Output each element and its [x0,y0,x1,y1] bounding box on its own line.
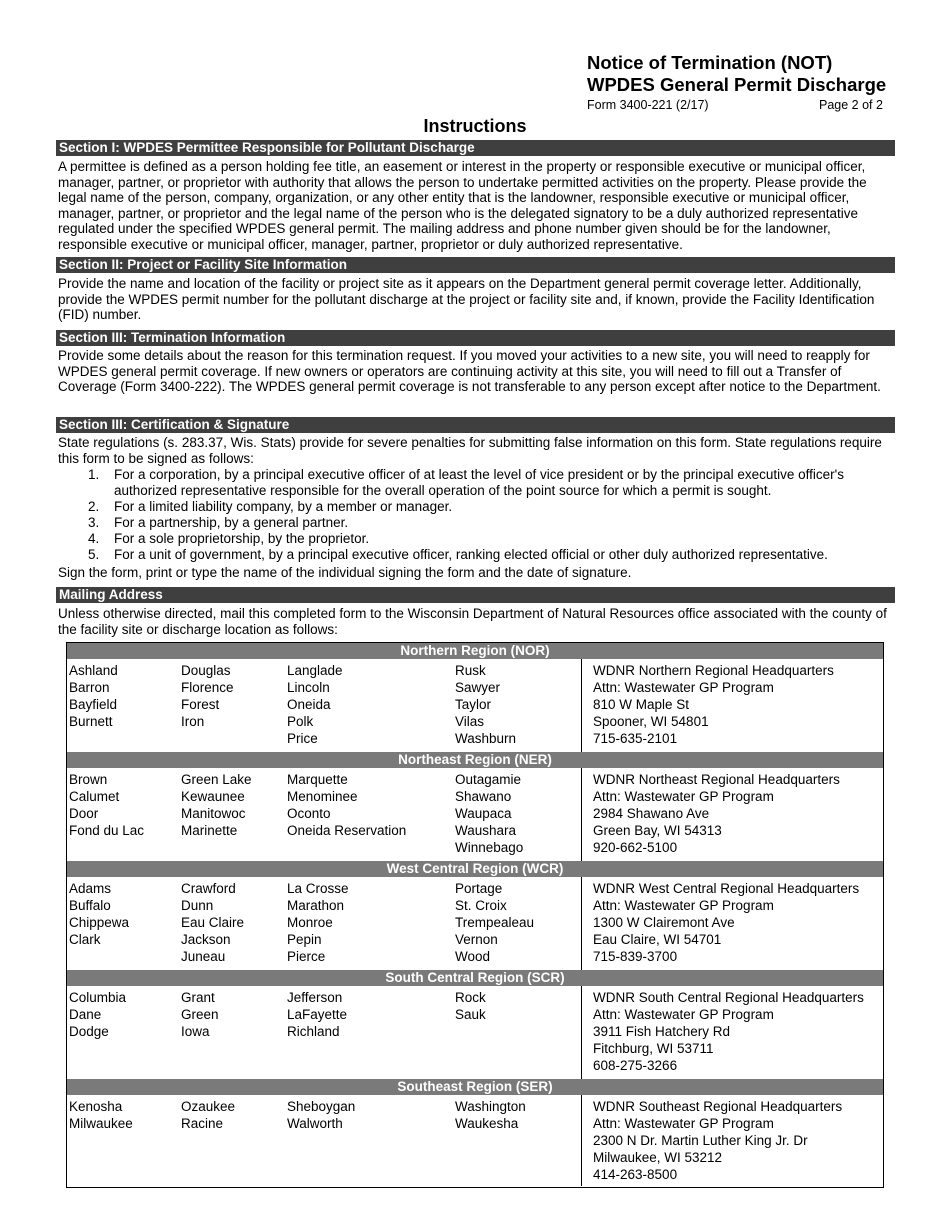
region-body [67,1095,883,1186]
region-table [66,642,884,1188]
county-name: Vernon [455,931,498,947]
address-line: Attn: Wastewater GP Program [593,1006,774,1022]
county-name: Dodge [69,1023,109,1039]
county-column [69,772,144,840]
county-name: Kenosha [69,1099,123,1114]
signer-number: 3. [88,515,100,531]
region-address [593,1099,842,1184]
form-header [587,52,897,112]
signer-number: 1. [88,467,100,482]
county-name: Chippewa [69,914,130,930]
county-name: Shawano [455,788,512,804]
signer-text: For a unit of government, by a principal executive officer, ranking elected official or other duly authorized representative. [114,547,828,563]
address-line: 2300 N Dr. Martin Luther King Jr. Dr [593,1132,808,1148]
county-column [69,990,126,1041]
address-line: Attn: Wastewater GP Program [593,679,774,695]
county-name: Burnett [69,713,113,729]
address-line: Fitchburg, WI 53711 [593,1040,714,1056]
region-body [67,659,883,752]
county-name: Forest [181,696,220,712]
county-name: Door [69,805,99,821]
address-line: Eau Claire, WI 54701 [593,931,722,947]
signer-number: 2. [88,499,100,515]
mailing-paragraph: Unless otherwise directed, mail this completed form to the Wisconsin Department of Natural Resources office associated with the county of the facility site or discharge location as follows: [58,606,887,637]
address-line: 2984 Shawano Ave [593,805,710,821]
region-body [67,768,883,861]
county-column [287,881,349,966]
column-divider [581,877,582,970]
county-name: Jackson [181,931,231,947]
county-column [455,881,534,966]
county-column [181,990,219,1041]
address-line: Spooner, WI 54801 [593,713,709,729]
address-line: WDNR West Central Regional Headquarters [593,881,860,896]
county-name: Dunn [181,897,214,913]
signer-item [58,531,894,547]
county-name: Rusk [455,663,486,678]
section-1-heading: Section I: WPDES Permittee Responsible for Pollutant Discharge [56,140,895,156]
county-column [287,990,347,1041]
county-column [69,1099,133,1133]
county-name: Grant [181,990,215,1005]
address-line: 3911 Fish Hatchery Rd [593,1023,731,1039]
signer-text: For a corporation, by a principal executive officer of at least the level of vice president or by the principal executive officer's authorized representative responsible for the overall operation of the point source for which a permit is sought. [114,467,844,499]
instructions-title: Instructions [423,116,527,136]
county-name: St. Croix [455,897,507,913]
address-line: Attn: Wastewater GP Program [593,897,774,913]
county-name: Juneau [181,948,226,964]
section-2-heading: Section II: Project or Facility Site Information [56,257,895,273]
county-name: Marathon [287,897,345,913]
region-address [593,663,834,748]
county-name: Iowa [181,1023,210,1039]
county-column [69,663,118,731]
county-name: Langlade [287,663,343,678]
address-line: 715-635-2101 [593,730,678,746]
section-3-text [58,348,894,395]
section-1-paragraph: A permittee is defined as a person holding fee title, an easement or interest in the property or responsible executive or municipal officer, manager, partner, or proprietor with authority that allows the person to undertake permitted activities on the property. Please provide the legal name of the person, company, organization, or any other entity that is the landowner, responsible executive or municipal officer, manager, partner, or proprietor and the legal name of the person who is the delegated signatory to be a duly authorized representative regulated under the specified WPDES general permit. The mailing address and phone number given should be for the landowner, responsible executive or municipal officer, manager, partner, proprietor or duly authorized representative. [58,159,867,252]
county-column [181,1099,235,1133]
county-name: Iron [181,713,205,729]
sign-note-text: Sign the form, print or type the name of the individual signing the form and the date of signature. [58,565,632,580]
county-name: La Crosse [287,881,349,896]
county-name: Bayfield [69,696,118,712]
county-name: LaFayette [287,1006,348,1022]
county-name: Walworth [287,1115,343,1131]
column-divider [581,768,582,861]
section-3-paragraph: Provide some details about the reason for this termination request. If you moved your activities to a new site, you will need to reapply for WPDES general permit coverage. If new owners or operators are continuing activity at this site, you will need to fill out a Transfer of Coverage (Form 3400-222). The WPDES general permit coverage is not transferable to any person except after notice to the Department. [58,348,881,395]
county-name: Menominee [287,788,358,804]
county-name: Taylor [455,696,492,712]
county-column [455,1099,526,1133]
county-name: Portage [455,881,503,896]
region-heading: Northern Region (NOR) [67,643,883,659]
county-name: Sawyer [455,679,501,695]
county-name: Green [181,1006,219,1022]
column-divider [581,986,582,1079]
county-column [181,772,252,840]
county-name: Manitowoc [181,805,246,821]
section-2-text [58,276,894,323]
county-name: Adams [69,881,112,896]
address-line: WDNR Northeast Regional Headquarters [593,772,840,787]
county-name: Washburn [455,730,517,746]
county-column [287,663,343,748]
county-name: Dane [69,1006,102,1022]
region-heading: Northeast Region (NER) [67,752,883,768]
county-name: Pierce [287,948,326,964]
county-name: Rock [455,990,486,1005]
county-name: Eau Claire [181,914,245,930]
county-name: Richland [287,1023,340,1039]
address-line: 920-662-5100 [593,839,678,855]
sign-note [58,565,894,581]
signer-text: For a sole proprietorship, by the proprietor. [114,531,370,547]
form-title-line2: WPDES General Permit Discharge [587,74,887,95]
signer-list [58,467,894,564]
county-name: Brown [69,772,108,787]
address-line: Milwaukee, WI 53212 [593,1149,723,1165]
county-name: Waupaca [455,805,512,821]
county-name: Vilas [455,713,485,729]
section-1-text [58,159,894,253]
signer-item [58,547,894,563]
region-heading: South Central Region (SCR) [67,970,883,986]
county-name: Oconto [287,805,331,821]
address-line: Attn: Wastewater GP Program [593,788,774,804]
signer-item [58,515,894,531]
address-line: 608-275-3266 [593,1057,678,1073]
section-2-paragraph: Provide the name and location of the facility or project site as it appears on the Department general permit coverage letter. Additionally, provide the WPDES permit number for the pollutant discharge at the project or facility site and, if known, provide the Facility Identification (FID) number. [58,276,875,323]
signer-text: For a partnership, by a general partner. [114,515,349,531]
county-name: Green Lake [181,772,252,787]
section-4-heading: Section III: Certification & Signature [56,417,895,433]
address-line: 715-839-3700 [593,948,678,964]
county-name: Fond du Lac [69,822,145,838]
column-divider [581,1095,582,1186]
column-divider [581,659,582,752]
address-line: 810 W Maple St [593,696,690,712]
county-name: Kewaunee [181,788,245,804]
county-column [287,772,406,840]
form-number: Form 3400-221 (2/17) [587,98,709,112]
county-name: Jefferson [287,990,343,1005]
county-name: Sauk [455,1006,486,1022]
region-body [67,877,883,970]
county-name: Douglas [181,663,231,678]
region-heading: Southeast Region (SER) [67,1079,883,1095]
county-column [69,881,129,949]
form-title-line1: Notice of Termination (NOT) [587,52,833,73]
address-line: 414-263-8500 [593,1166,678,1182]
county-name: Winnebago [455,839,524,855]
mailing-heading: Mailing Address [56,587,895,603]
county-name: Ashland [69,663,118,678]
county-name: Barron [69,679,110,695]
county-name: Trempealeau [455,914,535,930]
county-name: Lincoln [287,679,330,695]
region-heading: West Central Region (WCR) [67,861,883,877]
county-column [181,663,234,731]
county-name: Florence [181,679,234,695]
county-name: Racine [181,1115,224,1131]
county-name: Milwaukee [69,1115,133,1131]
section-4-text [58,435,894,466]
address-line: 1300 W Clairemont Ave [593,914,735,930]
county-name: Ozaukee [181,1099,236,1114]
signer-item [58,467,894,499]
county-name: Monroe [287,914,333,930]
county-column [455,990,486,1024]
section-3-heading: Section III: Termination Information [56,330,895,346]
county-name: Sheboygan [287,1099,356,1114]
region-address [593,772,840,857]
county-name: Oneida Reservation [287,822,407,838]
region-body [67,986,883,1079]
county-name: Waushara [455,822,517,838]
signer-number: 5. [88,547,100,563]
county-name: Outagamie [455,772,522,787]
region-address [593,990,864,1075]
county-name: Wood [455,948,491,964]
county-column [455,663,516,748]
county-name: Oneida [287,696,331,712]
county-name: Columbia [69,990,127,1005]
county-name: Marinette [181,822,238,838]
county-name: Washington [455,1099,526,1114]
county-name: Crawford [181,881,236,896]
county-name: Polk [287,713,314,729]
county-name: Waukesha [455,1115,519,1131]
county-column [181,881,244,966]
page-number: Page 2 of 2 [819,98,883,112]
county-name: Calumet [69,788,120,804]
county-name: Price [287,730,318,746]
county-name: Pepin [287,931,322,947]
signer-text: For a limited liability company, by a member or manager. [114,499,453,515]
county-name: Buffalo [69,897,111,913]
county-column [287,1099,355,1133]
address-line: WDNR Northern Regional Headquarters [593,663,834,678]
section-4-paragraph: State regulations (s. 283.37, Wis. Stats) provide for severe penalties for submitting false information on this form. State regulations require this form to be signed as follows: [58,435,882,466]
address-line: WDNR Southeast Regional Headquarters [593,1099,843,1114]
address-line: WDNR South Central Regional Headquarters [593,990,864,1005]
county-name: Clark [69,931,101,947]
mailing-text [58,606,894,637]
address-line: Green Bay, WI 54313 [593,822,722,838]
signer-item [58,499,894,515]
county-column [455,772,523,857]
address-line: Attn: Wastewater GP Program [593,1115,774,1131]
county-name: Marquette [287,772,348,787]
signer-number: 4. [88,531,100,547]
region-address [593,881,859,966]
